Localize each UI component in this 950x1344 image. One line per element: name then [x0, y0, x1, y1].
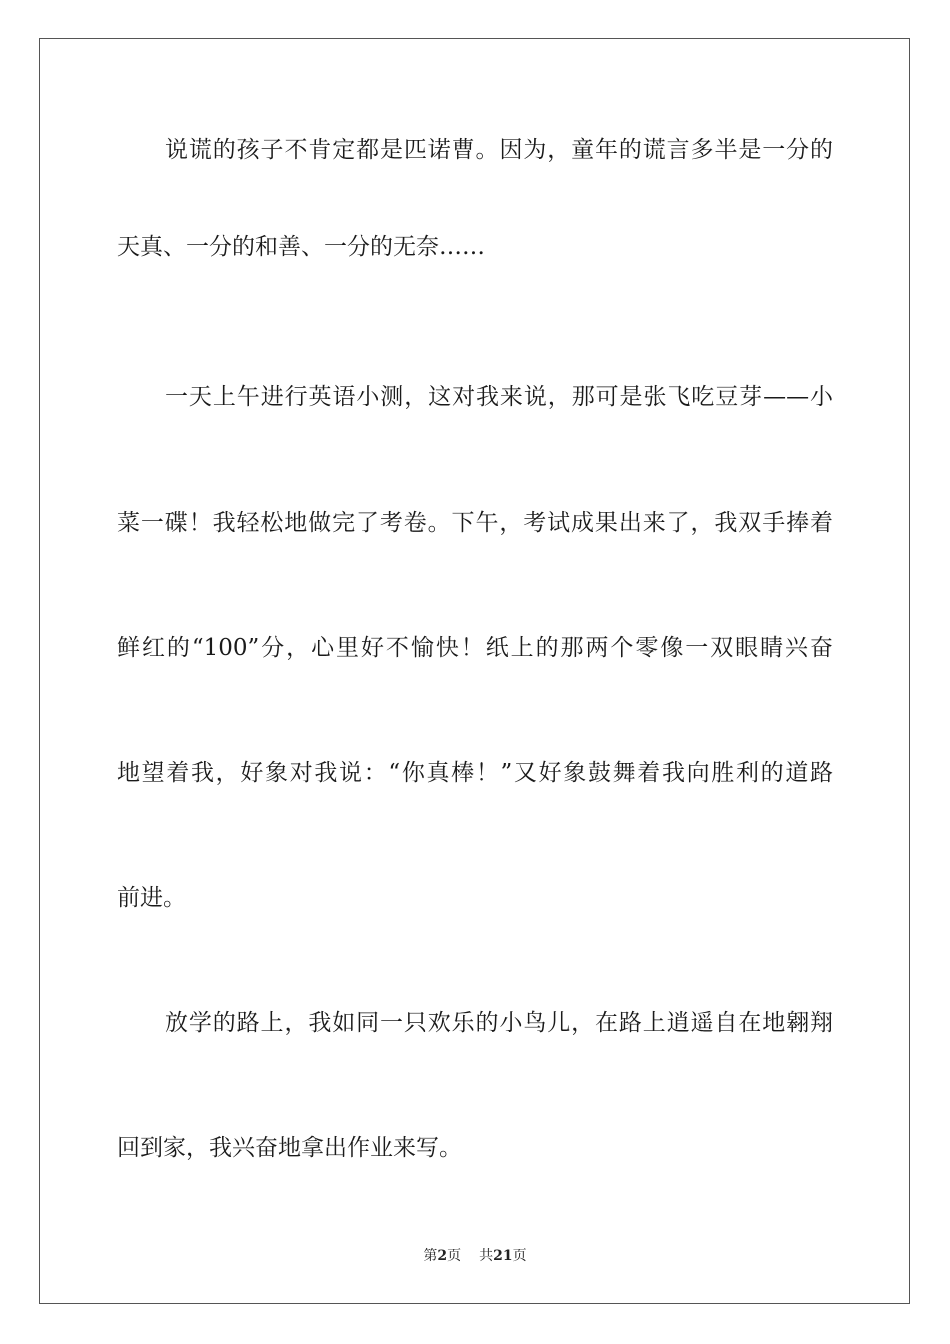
text-line-9: 回到家，我兴奋地拿出作业来写。 [117, 1135, 462, 1161]
total-suffix: 页 [512, 1248, 527, 1264]
page-footer [0, 1246, 950, 1266]
text-line-6: 地望着我，好象对我说：“你真棒！”又好象鼓舞着我向胜利的道路 [117, 760, 833, 786]
total-pages: 21 [493, 1248, 513, 1264]
page-prefix: 第 [423, 1248, 438, 1264]
page-number: 2 [437, 1248, 448, 1264]
text-line-2: 天真、一分的和善、一分的无奈…… [117, 234, 485, 260]
page-suffix: 页 [447, 1248, 462, 1264]
total-prefix: 共 [479, 1248, 494, 1264]
text-line-1: 说谎的孩子不肯定都是匹诺曹。因为，童年的谎言多半是一分的 [165, 137, 833, 163]
text-line-3: 一天上午进行英语小测，这对我来说，那可是张飞吃豆芽——小 [165, 384, 833, 410]
text-line-7: 前进。 [117, 885, 186, 911]
text-line-8: 放学的路上，我如同一只欢乐的小鸟儿，在路上逍遥自在地翱翔 [165, 1010, 833, 1036]
text-line-4: 菜一碟！我轻松地做完了考卷。下午，考试成果出来了，我双手捧着 [117, 510, 833, 536]
text-line-5: 鲜红的“100”分，心里好不愉快！纸上的那两个零像一双眼睛兴奋 [117, 635, 833, 661]
